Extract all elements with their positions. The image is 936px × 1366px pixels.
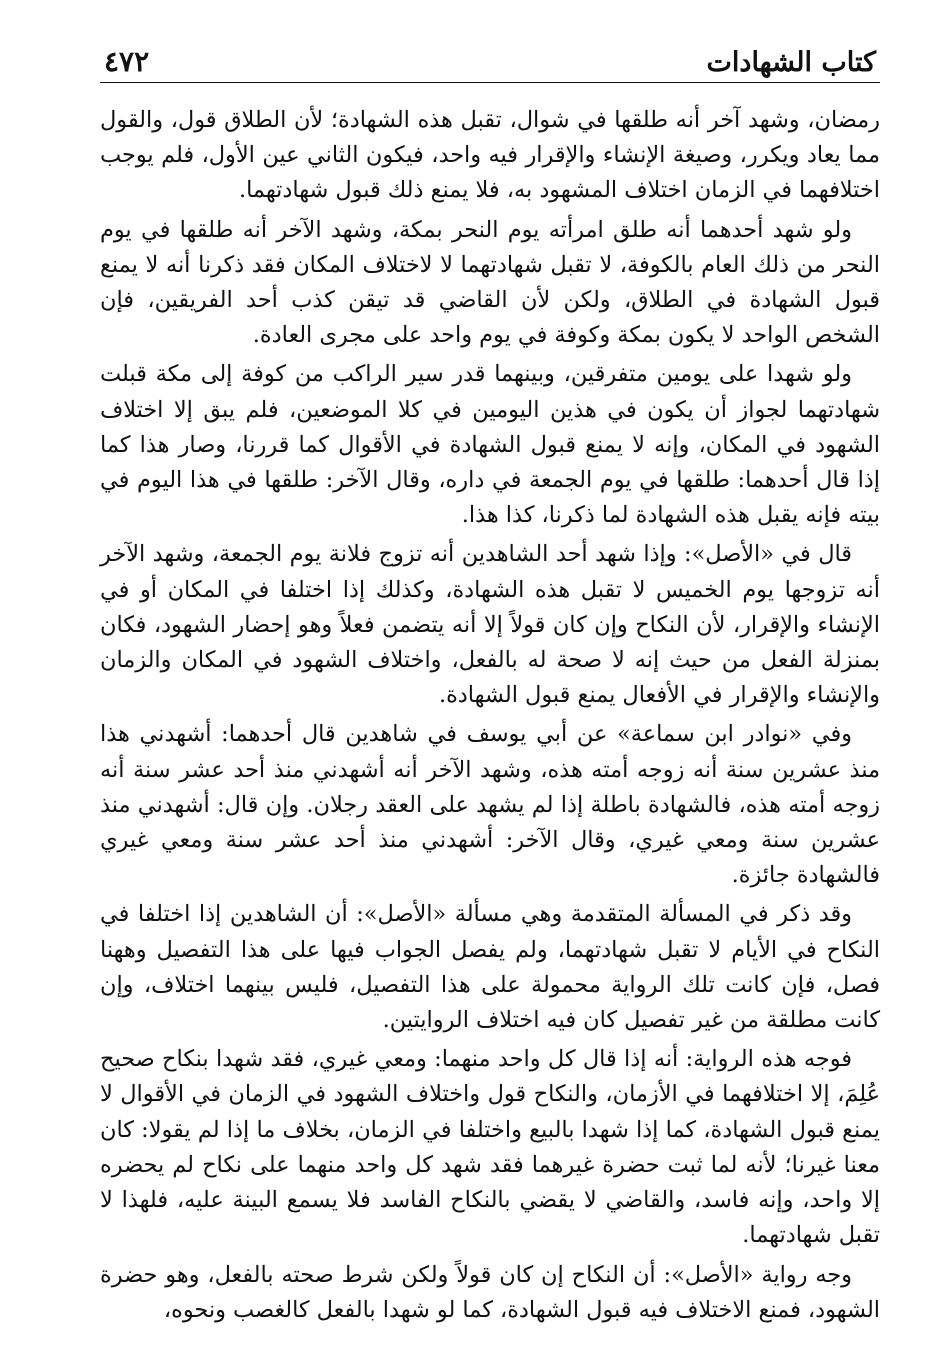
paragraph: وقد ذكر في المسألة المتقدمة وهي مسألة «الأصل»: أن الشاهدين إذا اختلفا في النكاح في الأيام لا تقبل شهادتهما، ولم يفصل الجواب فيها على هذا التفصيل وههنا فصل، فإن كانت تلك الرواية محمولة على هذا التفصيل، فليس بينهما اختلاف، وإن كانت مطلقة من غير تفصيل كان فيه اختلاف الروايتين.	[100, 901, 880, 1034]
paragraph: وفي «نوادر ابن سماعة» عن أبي يوسف في شاهدين قال أحدهما: أشهدني هذا منذ عشرين سنة أنه زوجه أمته هذه، وشهد الآخر أنه أشهدني منذ أحد عشر سنة أنه زوجه أمته هذه، فالشهادة باطلة إذا لم يشهد على العقد رجلان. وإن قال: أشهدني منذ عشرين سنة ومعي غيري، وقال الآخر: أشهدني منذ أحد عشر سنة ومعي غيري فالشهادة جائزة.	[100, 721, 880, 889]
paragraph: وجه رواية «الأصل»: أن النكاح إن كان قولاً ولكن شرط صحته بالفعل، وهو حضرة الشهود، فمنع الاختلاف فيه قبول الشهادة، كما لو شهدا بالفعل كالغصب ونحوه،	[100, 1261, 880, 1323]
running-title: كتاب الشهادات	[706, 47, 876, 78]
page-number: ٤٧٢	[104, 45, 150, 78]
header-rule	[100, 82, 880, 83]
paragraph: ولو شهدا على يومين متفرقين، وبينهما قدر سير الراكب من كوفة إلى مكة قبلت شهادتهما لجواز أن يكون في هذين اليومين في كلا الموضعين، فلم يبق إلا اختلاف الشهود في المكان، وإنه لا يمنع قبول الشهادة في الأقوال كما قررنا، وصار هذا كما إذا قال أحدهما: طلقها في يوم الجمعة في داره، وقال الآخر: طلقها في هذا اليوم في بيته فإنه يقبل هذه الشهادة لما ذكرنا، كذا هذا.	[100, 361, 880, 529]
paragraph: ولو شهد أحدهما أنه طلق امرأته يوم النحر بمكة، وشهد الآخر أنه طلقها في يوم النحر من ذلك العام بالكوفة، لا تقبل شهادتهما لا لاختلاف المكان فقد ذكرنا أنه لا يمنع قبول الشهادة في الطلاق، ولكن لأن القاضي قد تيقن كذب أحد الفريقين، فإن الشخص الواحد لا يكون بمكة وكوفة في يوم واحد على مجرى العادة.	[100, 216, 880, 349]
body-text	[100, 103, 880, 1328]
page-header	[100, 28, 880, 82]
paragraph: قال في «الأصل»: وإذا شهد أحد الشاهدين أنه تزوج فلانة يوم الجمعة، وشهد الآخر أنه تزوجها يوم الخميس لا تقبل هذه الشهادة، وكذلك إذا اختلفا في المكان أو في الإنشاء والإقرار، لأن النكاح وإن كان قولاً إلا أنه يتضمن فعلاً وهو إحضار الشهود، فكان بمنزلة الفعل من حيث إنه لا صحة له بالفعل، واختلاف الشهود في المكان والزمان والإنشاء والإقرار في الأفعال يمنع قبول الشهادة.	[100, 541, 880, 709]
paragraph: فوجه هذه الرواية: أنه إذا قال كل واحد منهما: ومعي غيري، فقد شهدا بنكاح صحيح عُلِمَ، إلا اختلافهما في الأزمان، والنكاح قول واختلاف الشهود في الزمان في الأقوال لا يمنع قبول الشهادة، كما إذا شهدا بالبيع واختلفا في الزمان، بخلاف ما إذا لم يقولا: كان معنا غيرنا؛ لأنه لما ثبت حضرة غيرهما فقد شهد كل واحد منهما على نكاح لم يحضره إلا واحد، وإنه فاسد، والقاضي لا يقضي بالنكاح الفاسد فلا يسمع البينة عليه، فلهذا لا تقبل شهادتهما.	[100, 1046, 880, 1249]
paragraph: رمضان، وشهد آخر أنه طلقها في شوال، تقبل هذه الشهادة؛ لأن الطلاق قول، والقول مما يعاد ويكرر، وصيغة الإنشاء والإقرار فيه واحد، فيكون الثاني عين الأول، فلم يوجب اختلافهما في الزمان اختلاف المشهود به، فلا يمنع ذلك قبول شهادتهما.	[100, 107, 880, 204]
page	[100, 28, 880, 1332]
